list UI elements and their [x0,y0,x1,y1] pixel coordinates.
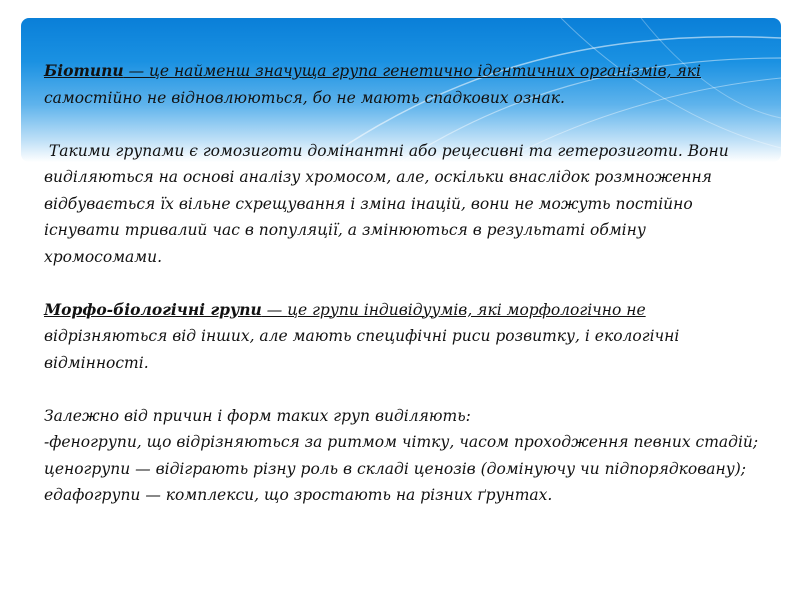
term-morpho-biological: Морфо-біологічні групи [44,299,262,319]
slide-text [44,58,764,509]
text-line: існувати тривалий час в популяції, а змінюються в результаті обміну [44,221,646,239]
term-biotypes: Біотипи [44,61,124,80]
text-line: Такими групами є гомозиготи домінантні або рецесивні та гетерозиготи. Вони [44,141,729,160]
definition-line: це найменш значуща група генетично ідентичних організмів, які [149,62,701,80]
text-line: едафогрупи — комплекси, що зростають на різних ґрунтах. [44,486,553,504]
dash: — [261,300,288,319]
paragraph-homozygotes [44,138,764,271]
text-line: -феногрупи, що відрізняються за ритмом чітку, часом проходження певних стадій; [44,433,759,451]
definition-line: самостійно не відновлюються, бо не мають спадкових ознак. [44,88,565,107]
paragraph-group-types [44,403,764,509]
text-line: ценогрупи — відіграють різну роль в складі ценозів (домінуючу чи підпорядковану); [44,459,746,478]
paragraph-morpho-biological [44,297,764,377]
definition-line: відрізняються від інших, але мають специфічні риси розвитку, і екологічні [44,327,680,345]
text-line: виділяються на основі аналізу хромосом, але, оскільки внаслідок розмноження [44,168,712,186]
text-line: відбувається їх вільне схрещування і зміна інацій, вони не можуть постійно [44,194,693,213]
definition-line: це групи індивідуумів, які морфологічно не [287,300,646,319]
definition-line: відмінності. [44,353,149,372]
dash: — [123,62,150,80]
text-line: хромосомами. [44,247,163,266]
paragraph-biotypes [44,58,764,111]
text-line: Залежно від причин і форм таких груп виділяють: [44,406,471,425]
